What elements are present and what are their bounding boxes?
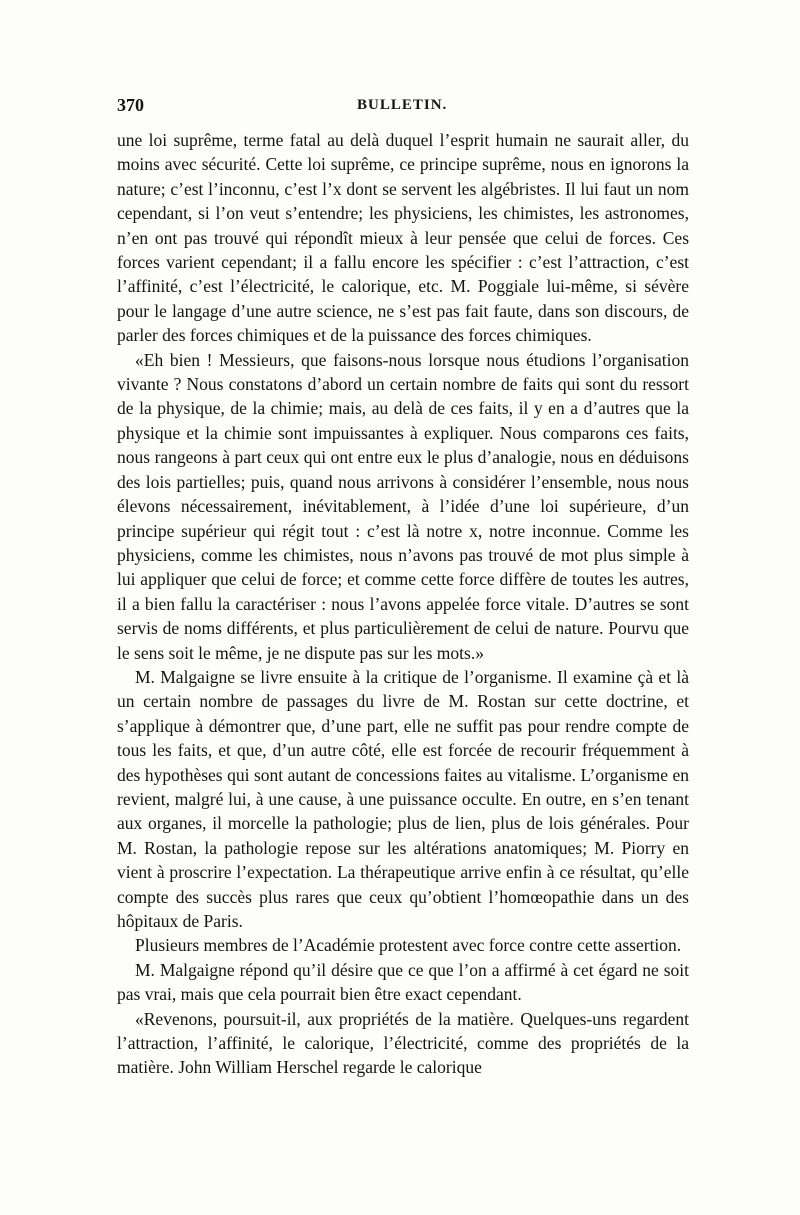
paragraph-5: M. Malgaigne répond qu’il désire que ce que l’on a affirmé à cet égard ne soit pas vrai, mais que cela pourrait bien être exact cependant. — [117, 959, 689, 1005]
page-header — [117, 95, 687, 125]
page-number: 370 — [117, 95, 144, 115]
body-text — [117, 128, 689, 1080]
paragraph-2: «Eh bien ! Messieurs, que faisons-nous lorsque nous étudions l’organisation vivante ? Nous constatons d’abord un certain nombre de faits qui sont du ressort de la physique, de la chimie; mais, au delà de ces faits, il y en a d’autres que la physique et la chimie sont impuissantes à expliquer. Nous comparons ces faits, nous rangeons à part ceux qui ont entre eux le plus d’analogie, nous en déduisons des lois partielles; puis, quand nous arrivons à considérer l’ensemble, nous nous élevons nécessairement, inévitablement, à l’idée d’une loi supérieure, d’un principe supérieur qui régit tout : c’est là notre x, notre inconnue. Comme les physiciens, comme les chimistes, nous n’avons pas trouvé de mot plus simple à lui appliquer que celui de force; et comme cette force diffère de toutes les autres, il a bien fallu la caractériser : nous l’avons appelée force vitale. D’autres se sont servis de noms différents, et plus particulièrement de celui de nature. Pourvu que le sens soit le même, je ne dispute pas sur les mots.» — [117, 349, 689, 663]
running-head: BULLETIN. — [357, 97, 448, 113]
paragraph-4: Plusieurs membres de l’Académie protestent avec force contre cette assertion. — [135, 935, 682, 956]
paragraph-6: «Revenons, poursuit-il, aux propriétés de la matière. Quelques-uns regardent l’attraction, l’affinité, le calorique, l’électricité, comme des propriétés de la matière. John William Herschel regarde le calorique — [117, 1008, 689, 1078]
paragraph-3: M. Malgaigne se livre ensuite à la critique de l’organisme. Il examine çà et là un certain nombre de passages du livre de M. Rostan sur cette doctrine, et s’applique à démontrer que, d’une part, elle ne suffit pas pour rendre compte de tous les faits, et que, d’un autre côté, elle est forcée de recourir fréquemment à des hypothèses qui sont autant de concessions faites au vitalisme. L’organisme en revient, malgré lui, à une cause, à une puissance occulte. En outre, en s’en tenant aux organes, il morcelle la pathologie; plus de lien, plus de lois générales. Pour M. Rostan, la pathologie repose sur les altérations anatomiques; M. Piorry en vient à proscrire l’expectation. La thérapeutique arrive enfin à ce résultat, qu’elle compte des succès plus rares que ceux qu’obtient l’homœopathie dans un des hôpitaux de Paris. — [117, 666, 689, 931]
paragraph-1: une loi suprême, terme fatal au delà duquel l’esprit humain ne saurait aller, du moins avec sécurité. Cette loi suprême, ce principe suprême, nous en ignorons la nature; c’est l’inconnu, c’est l’x dont se servent les algébristes. Il lui faut un nom cependant, si l’on veut s’entendre; les physiciens, les chimistes, les astronomes, n’en ont pas trouvé qui répondît mieux à leur pensée que celui de forces. Ces forces varient cependant; il a fallu encore les spécifier : c’est l’attraction, c’est l’affinité, c’est l’électricité, le calorique, etc. M. Poggiale lui-même, si sévère pour le langage d’une autre science, ne s’est pas fait faute, dans son discours, de parler des forces chimiques et de la puissance des forces chimiques. — [117, 130, 689, 346]
